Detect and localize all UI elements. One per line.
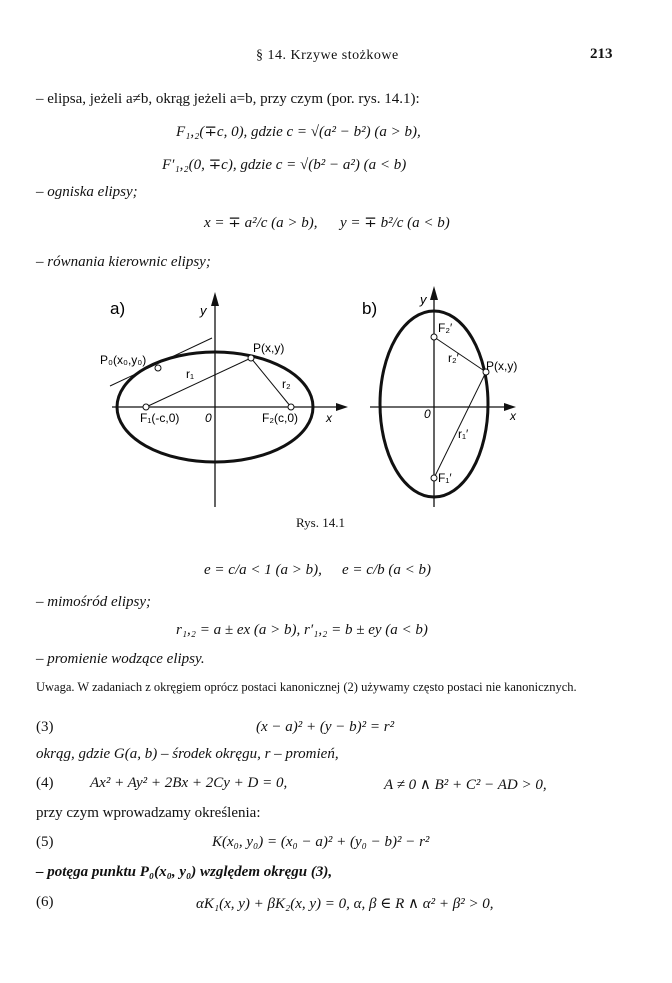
eccentricity-caption: – mimośród elipsy; [36, 594, 151, 610]
F2p-label: F₂′ [438, 321, 453, 335]
focus-F2 [288, 404, 294, 410]
equation-4b: A ≠ 0 ∧ B² + C² − AD > 0, [384, 777, 547, 793]
directrix-formula-x: x = ∓ a²/c (a > b), [204, 215, 318, 231]
equation-4a: Ax² + Ay² + 2Bx + 2Cy + D = 0, [90, 775, 288, 791]
y-label-a: y [200, 303, 207, 318]
focal-radii-formula: r₁,₂ = a ± ex (a > b), r′₁,₂ = b ± ey (a < b) [176, 622, 428, 638]
power-of-point-caption: – potęga punktu P₀(x₀, y₀) względem okręgu (3), [36, 864, 333, 880]
figure-caption: Rys. 14.1 [296, 515, 345, 530]
equation-5: K(x₀, y₀) = (x₀ − a)² + (y₀ − b)² − r² [212, 834, 430, 850]
equation-3-number: (3) [36, 719, 54, 735]
panel-b-label: b) [362, 299, 378, 318]
y-label-b: y [420, 292, 427, 307]
panel-a-diagram [100, 292, 348, 507]
x-label-b: x [510, 409, 516, 423]
ellipse-definition-line: – elipsa, jeżeli a≠b, okrąg jeżeli a=b, przy czym (por. rys. 14.1): [36, 91, 420, 107]
r2-label: r₂ [282, 377, 291, 391]
section-header: § 14. Krzywe stożkowe [256, 48, 399, 63]
focus-F1p [431, 475, 437, 481]
definitions-intro: przy czym wprowadzamy określenia: [36, 805, 261, 821]
P-label-b: P(x,y) [486, 359, 518, 373]
circle-description: okrąg, gdzie G(a, b) – środek okręgu, r – promień, [36, 746, 339, 762]
equation-6-number: (6) [36, 894, 54, 910]
y-axis-arrow-a [211, 292, 219, 306]
F2-label: F₂(c,0) [262, 411, 298, 425]
directrix-caption: – równania kierownic elipsy; [36, 254, 211, 270]
page-number: 213 [590, 46, 613, 62]
foci-caption: – ogniska elipsy; [36, 184, 138, 200]
panel-b-diagram [362, 286, 517, 507]
focus-F1 [143, 404, 149, 410]
origin-label-a: 0 [205, 411, 212, 425]
eccentricity-formula-a: e = c/a < 1 (a > b), [204, 562, 322, 578]
directrix-formula-y: y = ∓ b²/c (a < b) [340, 215, 450, 231]
ellipse-figure [100, 282, 560, 507]
r2p-label: r₂′ [448, 351, 459, 365]
point-P0 [155, 365, 161, 371]
radius-r2p [434, 337, 486, 372]
r1p-label: r₁′ [458, 427, 469, 441]
foci-formula-vertical: F′₁,₂(0, ∓c), gdzie c = √(b² − a²) (a < b) [162, 157, 407, 173]
equation-4-number: (4) [36, 775, 54, 791]
equation-3: (x − a)² + (y − b)² = r² [256, 719, 395, 735]
P0-label: P₀(x₀,y₀) [100, 353, 147, 367]
P-label-a: P(x,y) [253, 341, 285, 355]
panel-a-label: a) [110, 299, 126, 318]
F1p-label: F₁′ [438, 471, 452, 485]
F1-label: F₁(-c,0) [140, 411, 180, 425]
focal-radii-caption: – promienie wodzące elipsy. [36, 651, 205, 667]
focus-F2p [431, 334, 437, 340]
x-label-a: x [326, 411, 332, 425]
point-P [248, 355, 254, 361]
foci-formula-horizontal: F₁,₂(∓c, 0), gdzie c = √(a² − b²) (a > b), [176, 124, 421, 140]
y-axis-arrow-b [430, 286, 438, 300]
x-axis-arrow-a [336, 403, 348, 411]
r1-label: r₁ [186, 367, 195, 381]
equation-6: αK₁(x, y) + βK₂(x, y) = 0, α, β ∈ R ∧ α² + β² > 0, [196, 896, 494, 912]
origin-label-b: 0 [424, 407, 431, 421]
radius-r1p [434, 372, 486, 478]
radius-r1 [146, 358, 251, 407]
note-paragraph: Uwaga. W zadaniach z okręgiem oprócz postaci kanonicznej (2) używamy często postaci nie kanonicznych. [36, 680, 577, 694]
eccentricity-formula-b: e = c/b (a < b) [342, 562, 431, 578]
equation-5-number: (5) [36, 834, 54, 850]
